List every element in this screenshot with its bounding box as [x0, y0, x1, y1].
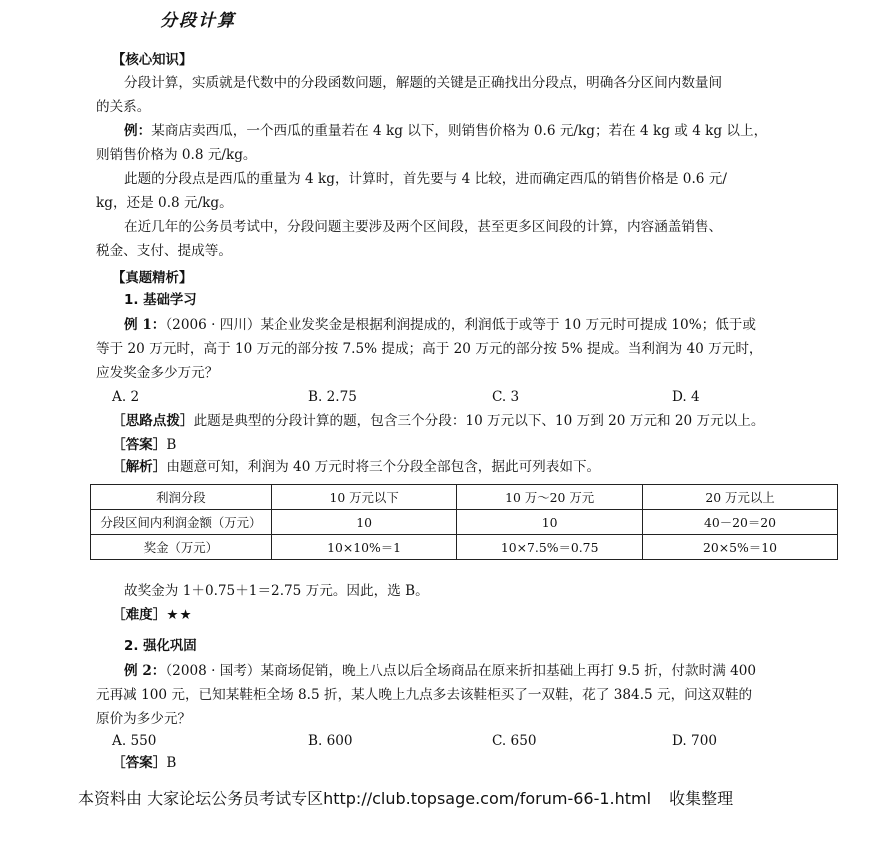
difficulty-stars: ★★: [166, 607, 193, 623]
section-2-title: 2. 强化巩固: [124, 639, 197, 654]
table-cell: 10: [457, 510, 643, 535]
core-paragraph-3a: 在近几年的公务员考试中，分段问题主要涉及两个区间段，甚至更多区间段的计算，内容涵盖销售、: [124, 219, 723, 235]
answer-2-line: [112, 752, 176, 774]
answer-1-line: [112, 434, 176, 456]
answer-2-label: ［答案］: [112, 755, 167, 771]
example-line-1: [124, 120, 767, 142]
conclusion-text: 故奖金为 1＋0.75＋1＝2.75 万元。因此，选 B。: [124, 583, 429, 599]
core-paragraph-3b: 税金、支付、提成等。: [96, 243, 232, 259]
table-cell: 20×5%＝10: [642, 535, 837, 560]
table-header-cell: 10 万元以下: [271, 485, 457, 510]
table-row: [91, 510, 838, 535]
table-cell: 10: [271, 510, 457, 535]
table-header-cell: 10 万～20 万元: [457, 485, 643, 510]
option-a: A. 2: [112, 389, 140, 405]
table-cell: 10×10%＝1: [271, 535, 457, 560]
table-header-cell: 利润分段: [91, 485, 272, 510]
explanation-text: 由题意可知，利润为 40 万元时将三个分段全部包含，据此可列表如下。: [166, 459, 601, 475]
table-cell: 40－20＝20: [642, 510, 837, 535]
table-cell: 分段区间内利润金额（万元）: [91, 510, 272, 535]
footer-watermark: [78, 786, 733, 809]
analysis-heading: 【真题精析】: [112, 271, 193, 286]
option-d: D. 700: [672, 733, 718, 749]
question-1-text-a: （2006 · 四川）某企业发奖金是根据利润提成的，利润低于或等于 10 万元时可提成 10%；低于或: [165, 317, 756, 333]
example-text-2: 则销售价格为 0.8 元/kg。: [96, 147, 257, 163]
table-cell: 奖金（万元）: [91, 535, 272, 560]
table-cell: 10×7.5%＝0.75: [457, 535, 643, 560]
difficulty-line: [112, 604, 193, 626]
difficulty-label: ［难度］: [112, 607, 167, 623]
profit-table: [90, 484, 838, 560]
hint-text: 此题是典型的分段计算的题，包含三个分段：10 万元以下、10 万到 20 万元和 20 万元以上。: [193, 413, 765, 429]
core-heading: 【核心知识】: [112, 53, 193, 68]
option-b: B. 2.75: [308, 389, 357, 405]
answer-2-value: B: [166, 755, 177, 771]
question-1-label: 例 1：: [124, 317, 166, 333]
answer-1-label: ［答案］: [112, 437, 167, 453]
table-header-cell: 20 万元以上: [642, 485, 837, 510]
option-c: C. 3: [492, 389, 520, 405]
option-b: B. 600: [308, 733, 353, 749]
core-paragraph-2a: 此题的分段点是西瓜的重量为 4 kg，计算时，首先要与 4 比较，进而确定西瓜的销售价格是 0.6 元/: [124, 171, 727, 187]
question-2-line-1: [124, 660, 756, 682]
question-2-text-a: （2008 · 国考）某商场促销，晚上八点以后全场商品在原来折扣基础上再打 9.5 折，付款时满 400: [165, 663, 757, 679]
question-2-label: 例 2：: [124, 663, 166, 679]
hint-label: ［思路点拨］: [112, 413, 194, 429]
core-paragraph-2b: kg，还是 0.8 元/kg。: [96, 195, 233, 211]
footer-collector: 收集整理: [669, 789, 734, 808]
footer-source: 本资料由 大家论坛公务员考试专区http://club.topsage.com/forum-66-1.html: [78, 789, 652, 808]
question-2-text-b: 元再减 100 元，已知某鞋柜全场 8.5 折，某人晚上九点多去该鞋柜买了一双鞋，花了 384.5 元，问这双鞋的: [96, 687, 753, 703]
answer-1-value: B: [166, 437, 177, 453]
question-1-text-c: 应发奖金多少万元？: [96, 365, 219, 381]
option-c: C. 650: [492, 733, 537, 749]
page-title: 分段计算: [160, 11, 236, 31]
example-text-1: 某商店卖西瓜，一个西瓜的重量若在 4 kg 以下，则销售价格为 0.6 元/kg；若在 4 kg 或 4 kg 以上，: [151, 123, 768, 139]
option-a: A. 550: [112, 733, 157, 749]
question-1-line-1: [124, 314, 756, 336]
table-header-row: [91, 485, 838, 510]
core-paragraph-1a: 分段计算，实质就是代数中的分段函数问题，解题的关键是正确找出分段点，明确各分区间内数量间: [124, 75, 723, 91]
core-paragraph-1b: 的关系。: [96, 99, 151, 115]
explanation-line: [112, 456, 600, 478]
table-row: [91, 535, 838, 560]
example-label: 例：: [124, 123, 152, 139]
question-2-text-c: 原价为多少元？: [96, 711, 192, 727]
option-d: D. 4: [672, 389, 700, 405]
section-1-title: 1. 基础学习: [124, 293, 197, 308]
hint-line: [112, 410, 764, 432]
explanation-label: ［解析］: [112, 459, 167, 475]
question-1-text-b: 等于 20 万元时，高于 10 万元的部分按 7.5% 提成；高于 20 万元的部分按 5% 提成。当利润为 40 万元时，: [96, 341, 763, 357]
